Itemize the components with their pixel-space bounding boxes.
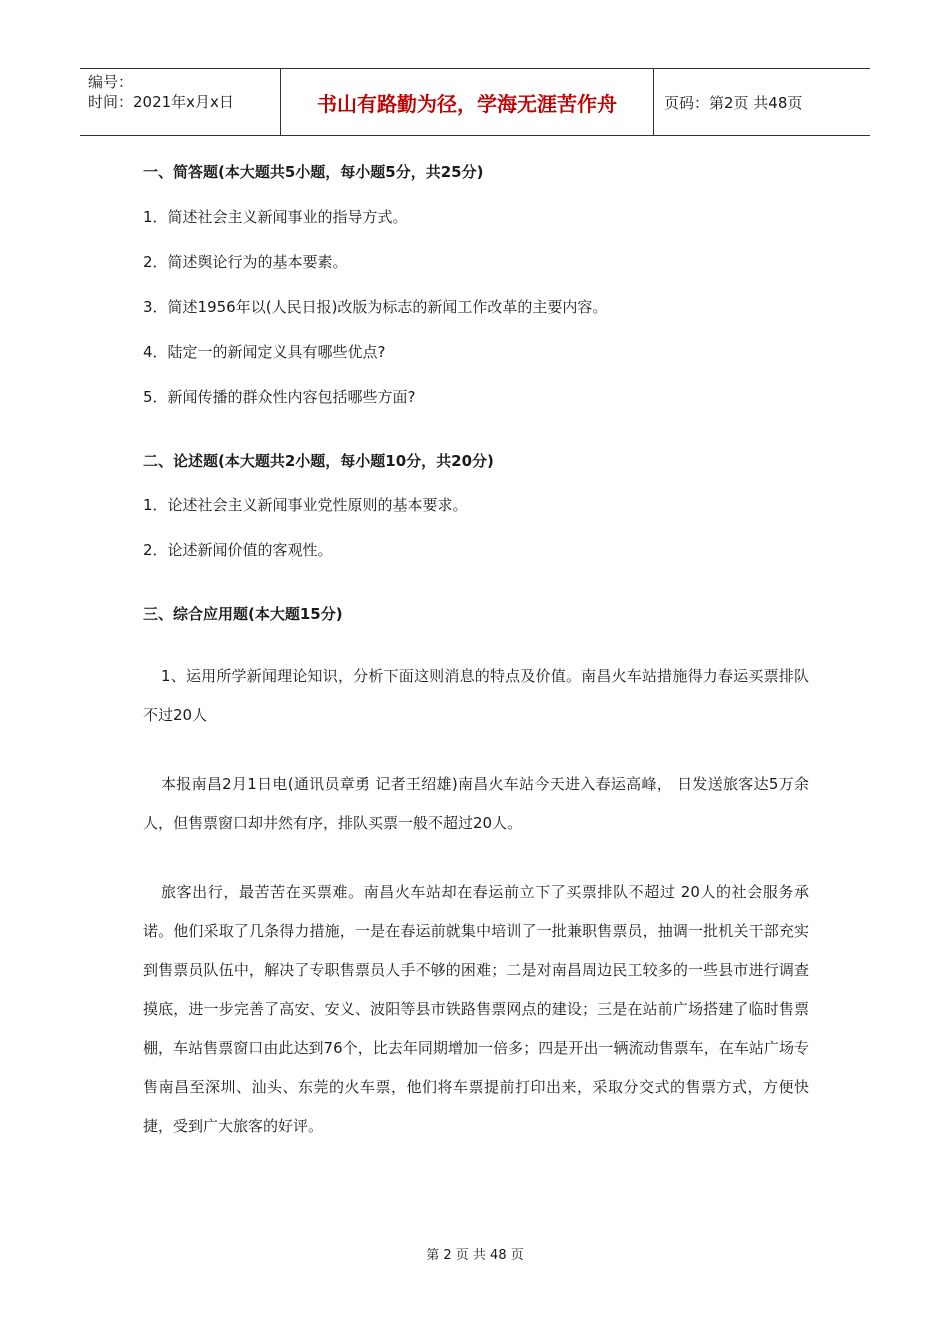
question-item: 2．简述舆论行为的基本要素。 [143,253,348,271]
date-label: 时间：2021年x月x日 [88,93,234,111]
paragraph: 1、运用所学新闻理论知识，分析下面这则消息的特点及价值。南昌火车站措施得力春运买票排队不过20人 [143,667,809,724]
question-item: 1．论述社会主义新闻事业党性原则的基本要求。 [143,496,468,514]
header-page-info: 页码：第2页 共48页 [664,93,803,112]
paragraph: 本报南昌2月1日电(通讯员章勇 记者王绍雄)南昌火车站今天进入春运高峰， 日发送旅客达5万余人，但售票窗口却井然有序，排队买票一般不超过20人。 [143,775,809,832]
header-meta [80,69,281,135]
question-item: 5．新闻传播的群众性内容包括哪些方面? [143,388,416,406]
paragraph: 旅客出行，最苦苦在买票难。南昌火车站却在春运前立下了买票排队不超过 20人的社会服务承诺。他们采取了几条得力措施，一是在春运前就集中培训了一批兼职售票员，抽调一批机关干部充实到售票员队伍中，解决了专职售票员人手不够的困难；二是对南昌周边民工较多的一些县市进行调查摸底，进一步完善了高安、安义、波阳等县市铁路售票网点的建设；三是在站前广场搭建了临时售票棚，车站售票窗口由此达到76个，比去年同期增加一倍多；四是开出一辆流动售票车，在车站广场专售南昌至深圳、汕头、东莞的火车票，他们将车票提前打印出来，采取分交式的售票方式，方便快捷，受到广大旅客的好评。 [143,883,809,1135]
section-title: 二、论述题(本大题共2小题，每小题10分，共20分) [143,452,494,470]
question-item: 2．论述新闻价值的客观性。 [143,541,333,559]
section-title: 一、简答题(本大题共5小题，每小题5分，共25分) [143,163,484,181]
page-footer: 第 2 页 共 48 页 [426,1248,524,1263]
paragraph-lead [143,765,809,843]
page-header [80,68,870,136]
number-label: 编号： [88,73,134,91]
header-motto: 书山有路勤为径，学海无涯苦作舟 [281,69,654,135]
question-item: 1．简述社会主义新闻事业的指导方式。 [143,208,408,226]
question-item: 4．陆定一的新闻定义具有哪些优点? [143,343,386,361]
section-title: 三、综合应用题(本大题15分) [143,605,343,623]
question-item: 3．简述1956年以(人民日报)改版为标志的新闻工作改革的主要内容。 [143,298,608,316]
paragraph-question [143,657,809,735]
paragraph-body [143,873,809,1146]
